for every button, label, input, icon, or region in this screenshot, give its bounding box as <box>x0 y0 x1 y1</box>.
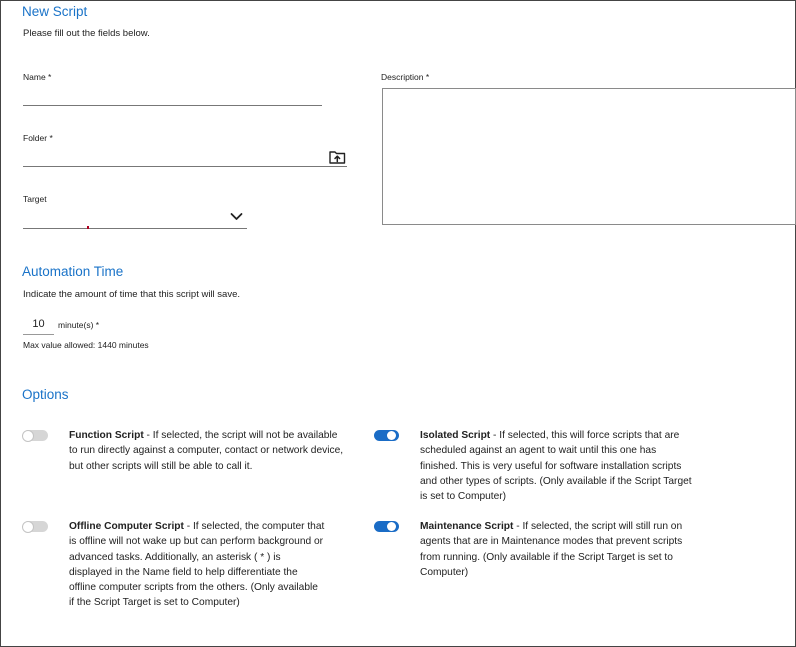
description-textarea[interactable] <box>382 88 796 225</box>
maintenance-script-desc: - If selected, the script will still run on agents that are in Maintenance modes that prevent scripts from running. (Only available if the Script Target is set to Computer) <box>420 521 683 578</box>
offline-computer-script-toggle[interactable] <box>23 521 48 532</box>
target-select-underline <box>23 228 247 229</box>
function-script-name: Function Script <box>69 430 144 441</box>
offline-computer-script-name: Offline Computer Script <box>69 521 184 532</box>
isolated-script-toggle[interactable] <box>374 430 399 441</box>
max-value-hint: Max value allowed: 1440 minutes <box>23 340 149 350</box>
minutes-input[interactable]: 10 <box>32 318 45 330</box>
offline-computer-script-desc: - If selected, the computer that is offline will not wake up but can perform background or advanced tasks. Additionally, an asterisk ( * ) is displayed in the Name field to help differentiate the offline computer scripts from the others. (Only available if the Script Target is set to Computer) <box>69 521 325 609</box>
description-label: Description * <box>381 72 430 82</box>
isolated-script-desc: - If selected, this will force scripts that are scheduled against an agent to wait until this one has finished. This is very useful for software installation scripts and other types of scripts. (Only available if the Script Target is set to Computer) <box>420 430 692 503</box>
name-input-underline <box>23 105 322 106</box>
options-title: Options <box>22 387 69 402</box>
chevron-down-icon[interactable] <box>230 212 243 221</box>
folder-upload-icon[interactable] <box>329 150 346 164</box>
isolated-script-name: Isolated Script <box>420 430 491 441</box>
page-subtitle: Please fill out the fields below. <box>23 28 150 39</box>
target-label: Target <box>23 194 47 204</box>
target-error-mark <box>87 226 89 229</box>
function-script-option <box>69 428 347 474</box>
automation-title: Automation Time <box>22 264 124 279</box>
maintenance-script-option <box>420 519 698 580</box>
minutes-label: minute(s) * <box>58 320 100 330</box>
minutes-input-underline <box>23 334 54 335</box>
function-script-desc: - If selected, the script will not be available to run directly against a computer, contact or network device, but other scripts will still be able to call it. <box>69 430 344 472</box>
maintenance-script-name: Maintenance Script <box>420 521 514 532</box>
offline-computer-script-option <box>69 519 325 611</box>
isolated-script-option <box>420 428 695 504</box>
name-label: Name * <box>23 72 52 82</box>
function-script-toggle[interactable] <box>23 430 48 441</box>
automation-subtitle: Indicate the amount of time that this script will save. <box>23 289 241 300</box>
name-input[interactable] <box>23 84 321 105</box>
folder-input[interactable] <box>23 145 323 166</box>
folder-input-underline <box>23 166 347 167</box>
page-title: New Script <box>22 4 88 19</box>
folder-label: Folder * <box>23 133 53 143</box>
maintenance-script-toggle[interactable] <box>374 521 399 532</box>
target-select[interactable] <box>23 206 246 227</box>
